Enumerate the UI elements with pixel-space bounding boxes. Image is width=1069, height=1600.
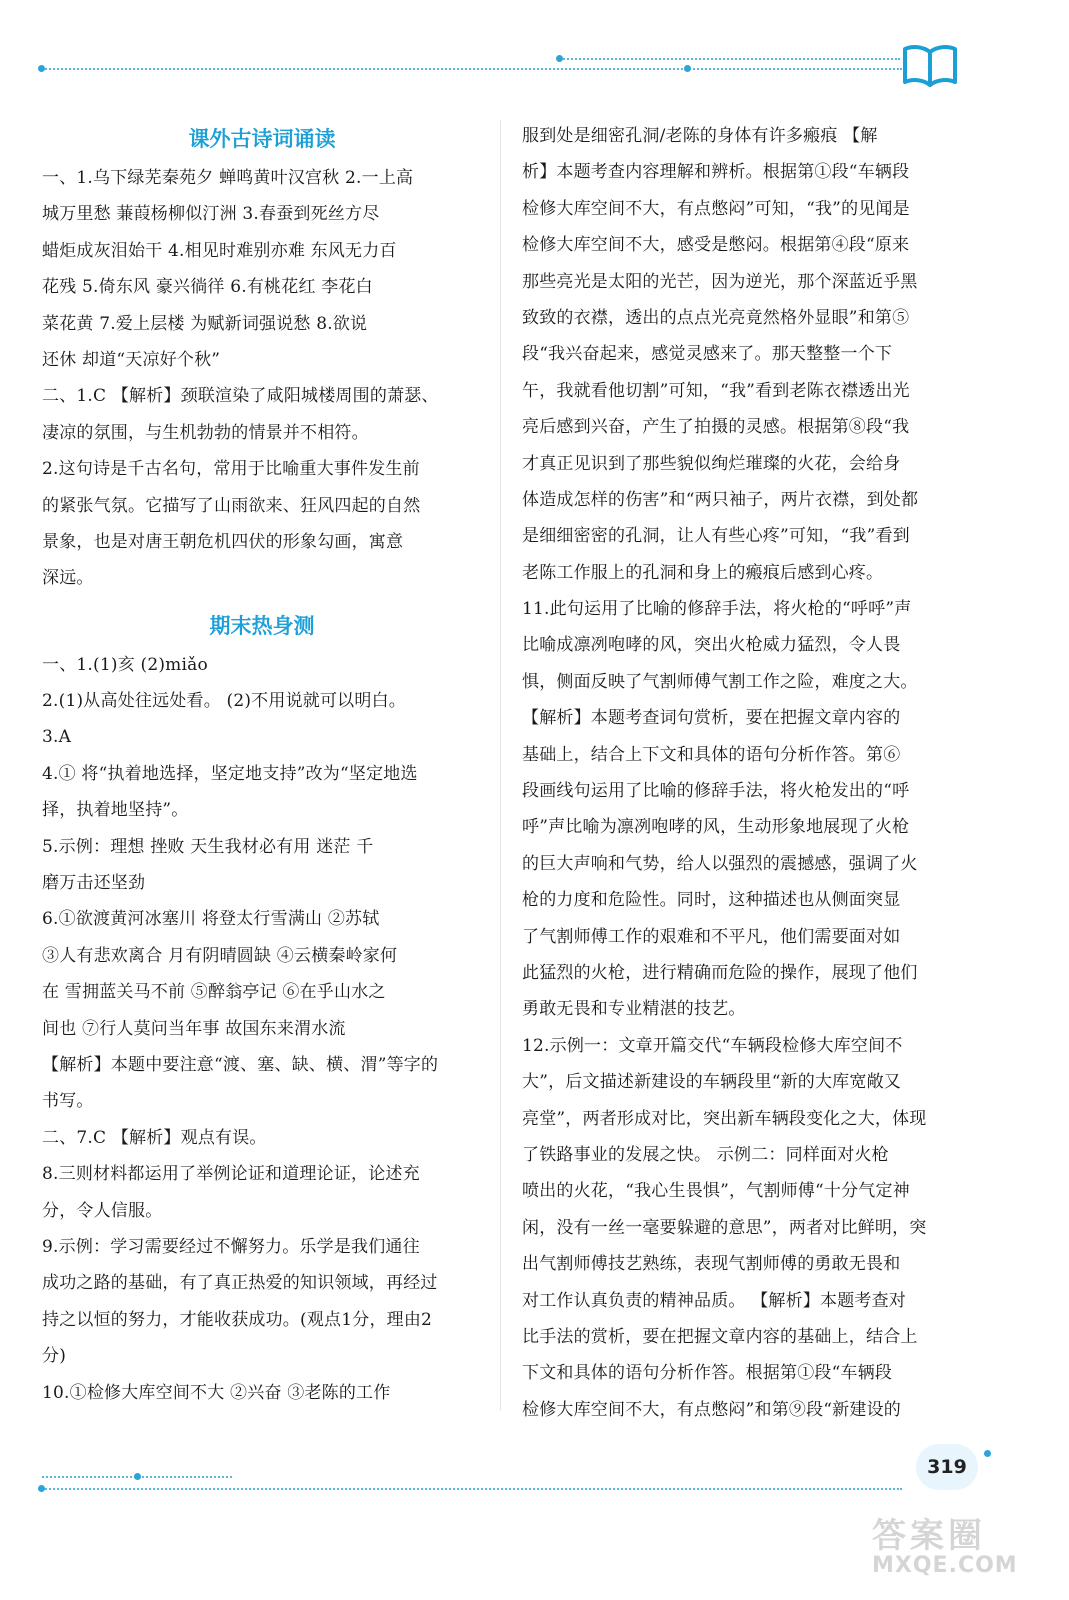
watermark-chars: 答案圈 bbox=[872, 1516, 986, 1556]
text-line: 二、7.C 【解析】观点有误。 bbox=[42, 1127, 267, 1148]
text-line: 12.示例一：文章开篇交代“车辆段检修大库空间不 bbox=[522, 1035, 903, 1056]
section-body bbox=[522, 118, 962, 1428]
footer-dot bbox=[134, 1473, 141, 1480]
text-line: 景象，也是对唐王朝危机四伏的形象勾画，寓意 bbox=[42, 531, 404, 552]
section-title: 课外古诗词诵读 bbox=[188, 127, 336, 151]
text-line: 11.此句运用了比喻的修辞手法，将火枪的“呼呼”声 bbox=[522, 599, 912, 620]
text-line: 间也 ⑦行人莫问当年事 故国东来渭水流 bbox=[42, 1018, 346, 1039]
text-line: 枪的力度和危险性。同时，这种描述也从侧面突显 bbox=[522, 890, 901, 911]
left-column bbox=[42, 118, 482, 1411]
text-line: 了气割师傅工作的艰难和不平凡，他们需要面对如 bbox=[522, 926, 901, 947]
text-line: 服到处是细密孔洞/老陈的身体有许多瘢痕 【解 bbox=[522, 126, 878, 146]
text-line: 基础上，结合上下文和具体的语句分析作答。第⑥ bbox=[522, 744, 901, 765]
text-line: 呼”声比喻为凛冽咆哮的风，生动形象地展现了火枪 bbox=[522, 817, 910, 838]
text-line: 闲，没有一丝一毫要躲避的意思”，两者对比鲜明，突 bbox=[522, 1217, 927, 1238]
text-line: 深远。 bbox=[42, 568, 94, 589]
header-dot bbox=[38, 65, 45, 72]
text-line: 2.(1)从高处往远处看。 (2)不用说就可以明白。 bbox=[42, 691, 406, 712]
text-line: 了铁路事业的发展之快。 示例二：同样面对火枪 bbox=[522, 1144, 889, 1165]
text-line: 检修大库空间不大，感受是憋闷。根据第④段“原来 bbox=[522, 235, 910, 256]
text-line: 8.三则材料都运用了举例论证和道理论证，论述充 bbox=[42, 1164, 420, 1185]
text-line: 一、1.(1)亥 (2)miǎo bbox=[42, 654, 208, 675]
text-line: 二、1.C 【解析】颈联渲染了咸阳城楼周围的萧瑟、 bbox=[42, 386, 439, 407]
footer-dotted-line bbox=[42, 1488, 902, 1490]
text-line: 午，我就看他切割”可知，“我”看到老陈衣襟透出光 bbox=[522, 380, 910, 401]
footer-dot bbox=[38, 1485, 45, 1492]
text-line: 3.A bbox=[42, 727, 72, 748]
header-dot bbox=[556, 55, 563, 62]
text-line: 的巨大声响和气势，给人以强烈的震撼感，强调了火 bbox=[522, 853, 918, 874]
text-line: 【解析】本题中要注意“渡、塞、缺、横、渭”等字的 bbox=[42, 1054, 439, 1075]
text-line: 蜡炬成灰泪始干 4.相见时难别亦难 东风无力百 bbox=[42, 240, 397, 261]
text-line: 择，执着地坚持”。 bbox=[42, 800, 189, 821]
text-line: 一、1.乌下绿芜秦苑夕 蝉鸣黄叶汉宫秋 2.一上高 bbox=[42, 168, 414, 188]
text-line: 持之以恒的努力，才能收获成功。(观点1分，理由2 bbox=[42, 1309, 433, 1330]
text-line: 体造成怎样的伤害”和“两只袖子，两片衣襟，到处都 bbox=[522, 489, 919, 510]
section-title: 期末热身测 bbox=[209, 613, 315, 638]
text-line: 分，令人信服。 bbox=[42, 1200, 163, 1221]
column-divider bbox=[500, 120, 501, 1410]
watermark-logo bbox=[872, 1508, 1062, 1588]
footer-dot bbox=[984, 1450, 991, 1457]
text-line: 书写。 bbox=[42, 1091, 94, 1112]
section-body bbox=[42, 647, 482, 1411]
text-line: 2.这句诗是千古名句，常用于比喻重大事件发生前 bbox=[42, 459, 420, 480]
text-line: 出气割师傅技艺熟练，表现气割师傅的勇敢无畏和 bbox=[522, 1254, 901, 1275]
text-line: 亮后感到兴奋，产生了拍摄的灵感。根据第⑧段“我 bbox=[522, 417, 910, 438]
watermark-url: MXQE.COM bbox=[872, 1553, 1018, 1578]
text-line: 6.①欲渡黄河冰塞川 将登太行雪满山 ②苏轼 bbox=[42, 909, 380, 930]
text-line: 凄凉的氛围，与生机勃勃的情景并不相符。 bbox=[42, 422, 369, 443]
text-line: 此猛烈的火枪，进行精确而危险的操作，展现了他们 bbox=[522, 962, 918, 983]
header-dotted-line bbox=[42, 68, 902, 70]
text-line: 喷出的火花，“我心生畏惧”，气割师傅“十分气定神 bbox=[522, 1181, 910, 1202]
text-line: 亮堂”，两者形成对比，突出新车辆段变化之大，体现 bbox=[522, 1108, 927, 1129]
text-line: 城万里愁 蒹葭杨柳似汀洲 3.春蚕到死丝方尽 bbox=[42, 204, 380, 225]
text-line: 致致的衣襟，透出的点点光亮竟然格外显眼”和第⑤ bbox=[522, 307, 910, 328]
text-line: 检修大库空间不大，有点憋闷”和第⑨段“新建设的 bbox=[522, 1399, 901, 1420]
text-line: 【解析】本题考查词句赏析，要在把握文章内容的 bbox=[522, 708, 901, 729]
text-line: 菜花黄 7.爱上层楼 为赋新词强说愁 8.欲说 bbox=[42, 313, 368, 334]
open-book-icon bbox=[900, 40, 960, 90]
text-line: 大”，后文描述新建设的车辆段里“新的大库宽敞又 bbox=[522, 1072, 901, 1093]
text-line: 是细细密密的孔洞，让人有些心疼”可知，“我”看到 bbox=[522, 526, 910, 547]
text-line: 磨万击还坚劲 bbox=[42, 873, 146, 894]
text-line: 成功之路的基础，有了真正热爱的知识领域，再经过 bbox=[42, 1273, 438, 1294]
text-line: 5.示例：理想 挫败 天生我材必有用 迷茫 千 bbox=[42, 836, 374, 857]
text-line: ③人有悲欢离合 月有阴晴圆缺 ④云横秦岭家何 bbox=[42, 945, 398, 966]
page-number: 319 bbox=[916, 1444, 978, 1490]
text-line: 那些亮光是太阳的光芒，因为逆光，那个深蓝近乎黑 bbox=[522, 271, 918, 292]
text-line: 段画线句运用了比喻的修辞手法，将火枪发出的“呼 bbox=[522, 781, 910, 802]
text-line: 在 雪拥蓝关马不前 ⑤醉翁亭记 ⑥在乎山水之 bbox=[42, 982, 386, 1003]
header-dotted-line-upper bbox=[560, 58, 900, 60]
text-line: 分) bbox=[42, 1346, 67, 1367]
text-line: 对工作认真负责的精神品质。 【解析】本题考查对 bbox=[522, 1290, 907, 1311]
text-line: 才真正见识到了那些貌似绚烂璀璨的火花，会给身 bbox=[522, 453, 901, 474]
text-line: 下文和具体的语句分析作答。根据第①段“车辆段 bbox=[522, 1363, 893, 1384]
header-dot bbox=[684, 65, 691, 72]
text-line: 老陈工作服上的孔洞和身上的瘢痕后感到心疼。 bbox=[522, 562, 884, 583]
right-column bbox=[522, 118, 962, 1428]
text-line: 勇敢无畏和专业精湛的技艺。 bbox=[522, 999, 746, 1020]
text-line: 的紧张气氛。它描写了山雨欲来、狂风四起的自然 bbox=[42, 495, 421, 516]
section-body bbox=[42, 160, 482, 597]
text-line: 还休 却道“天凉好个秋” bbox=[42, 349, 221, 370]
text-line: 4.① 将“执着地选择，坚定地支持”改为“坚定地选 bbox=[42, 763, 418, 784]
text-line: 10.①检修大库空间不大 ②兴奋 ③老陈的工作 bbox=[42, 1382, 391, 1403]
text-line: 检修大库空间不大，有点憋闷”可知，“我”的见闻是 bbox=[522, 198, 910, 219]
text-line: 花残 5.倚东风 豪兴徜徉 6.有桃花红 李花白 bbox=[42, 277, 373, 298]
text-line: 段“我兴奋起来，感觉灵感来了。那天整整一个下 bbox=[522, 344, 893, 365]
text-line: 惧，侧面反映了气割师傅气割工作之险，难度之大。 bbox=[522, 671, 918, 692]
text-line: 比喻成凛冽咆哮的风，突出火枪威力猛烈，令人畏 bbox=[522, 635, 901, 656]
text-line: 比手法的赏析，要在把握文章内容的基础上，结合上 bbox=[522, 1326, 918, 1347]
text-line: 析】本题考查内容理解和辨析。根据第①段“车辆段 bbox=[522, 162, 910, 183]
text-line: 9.示例：学习需要经过不懈努力。乐学是我们通往 bbox=[42, 1236, 420, 1257]
